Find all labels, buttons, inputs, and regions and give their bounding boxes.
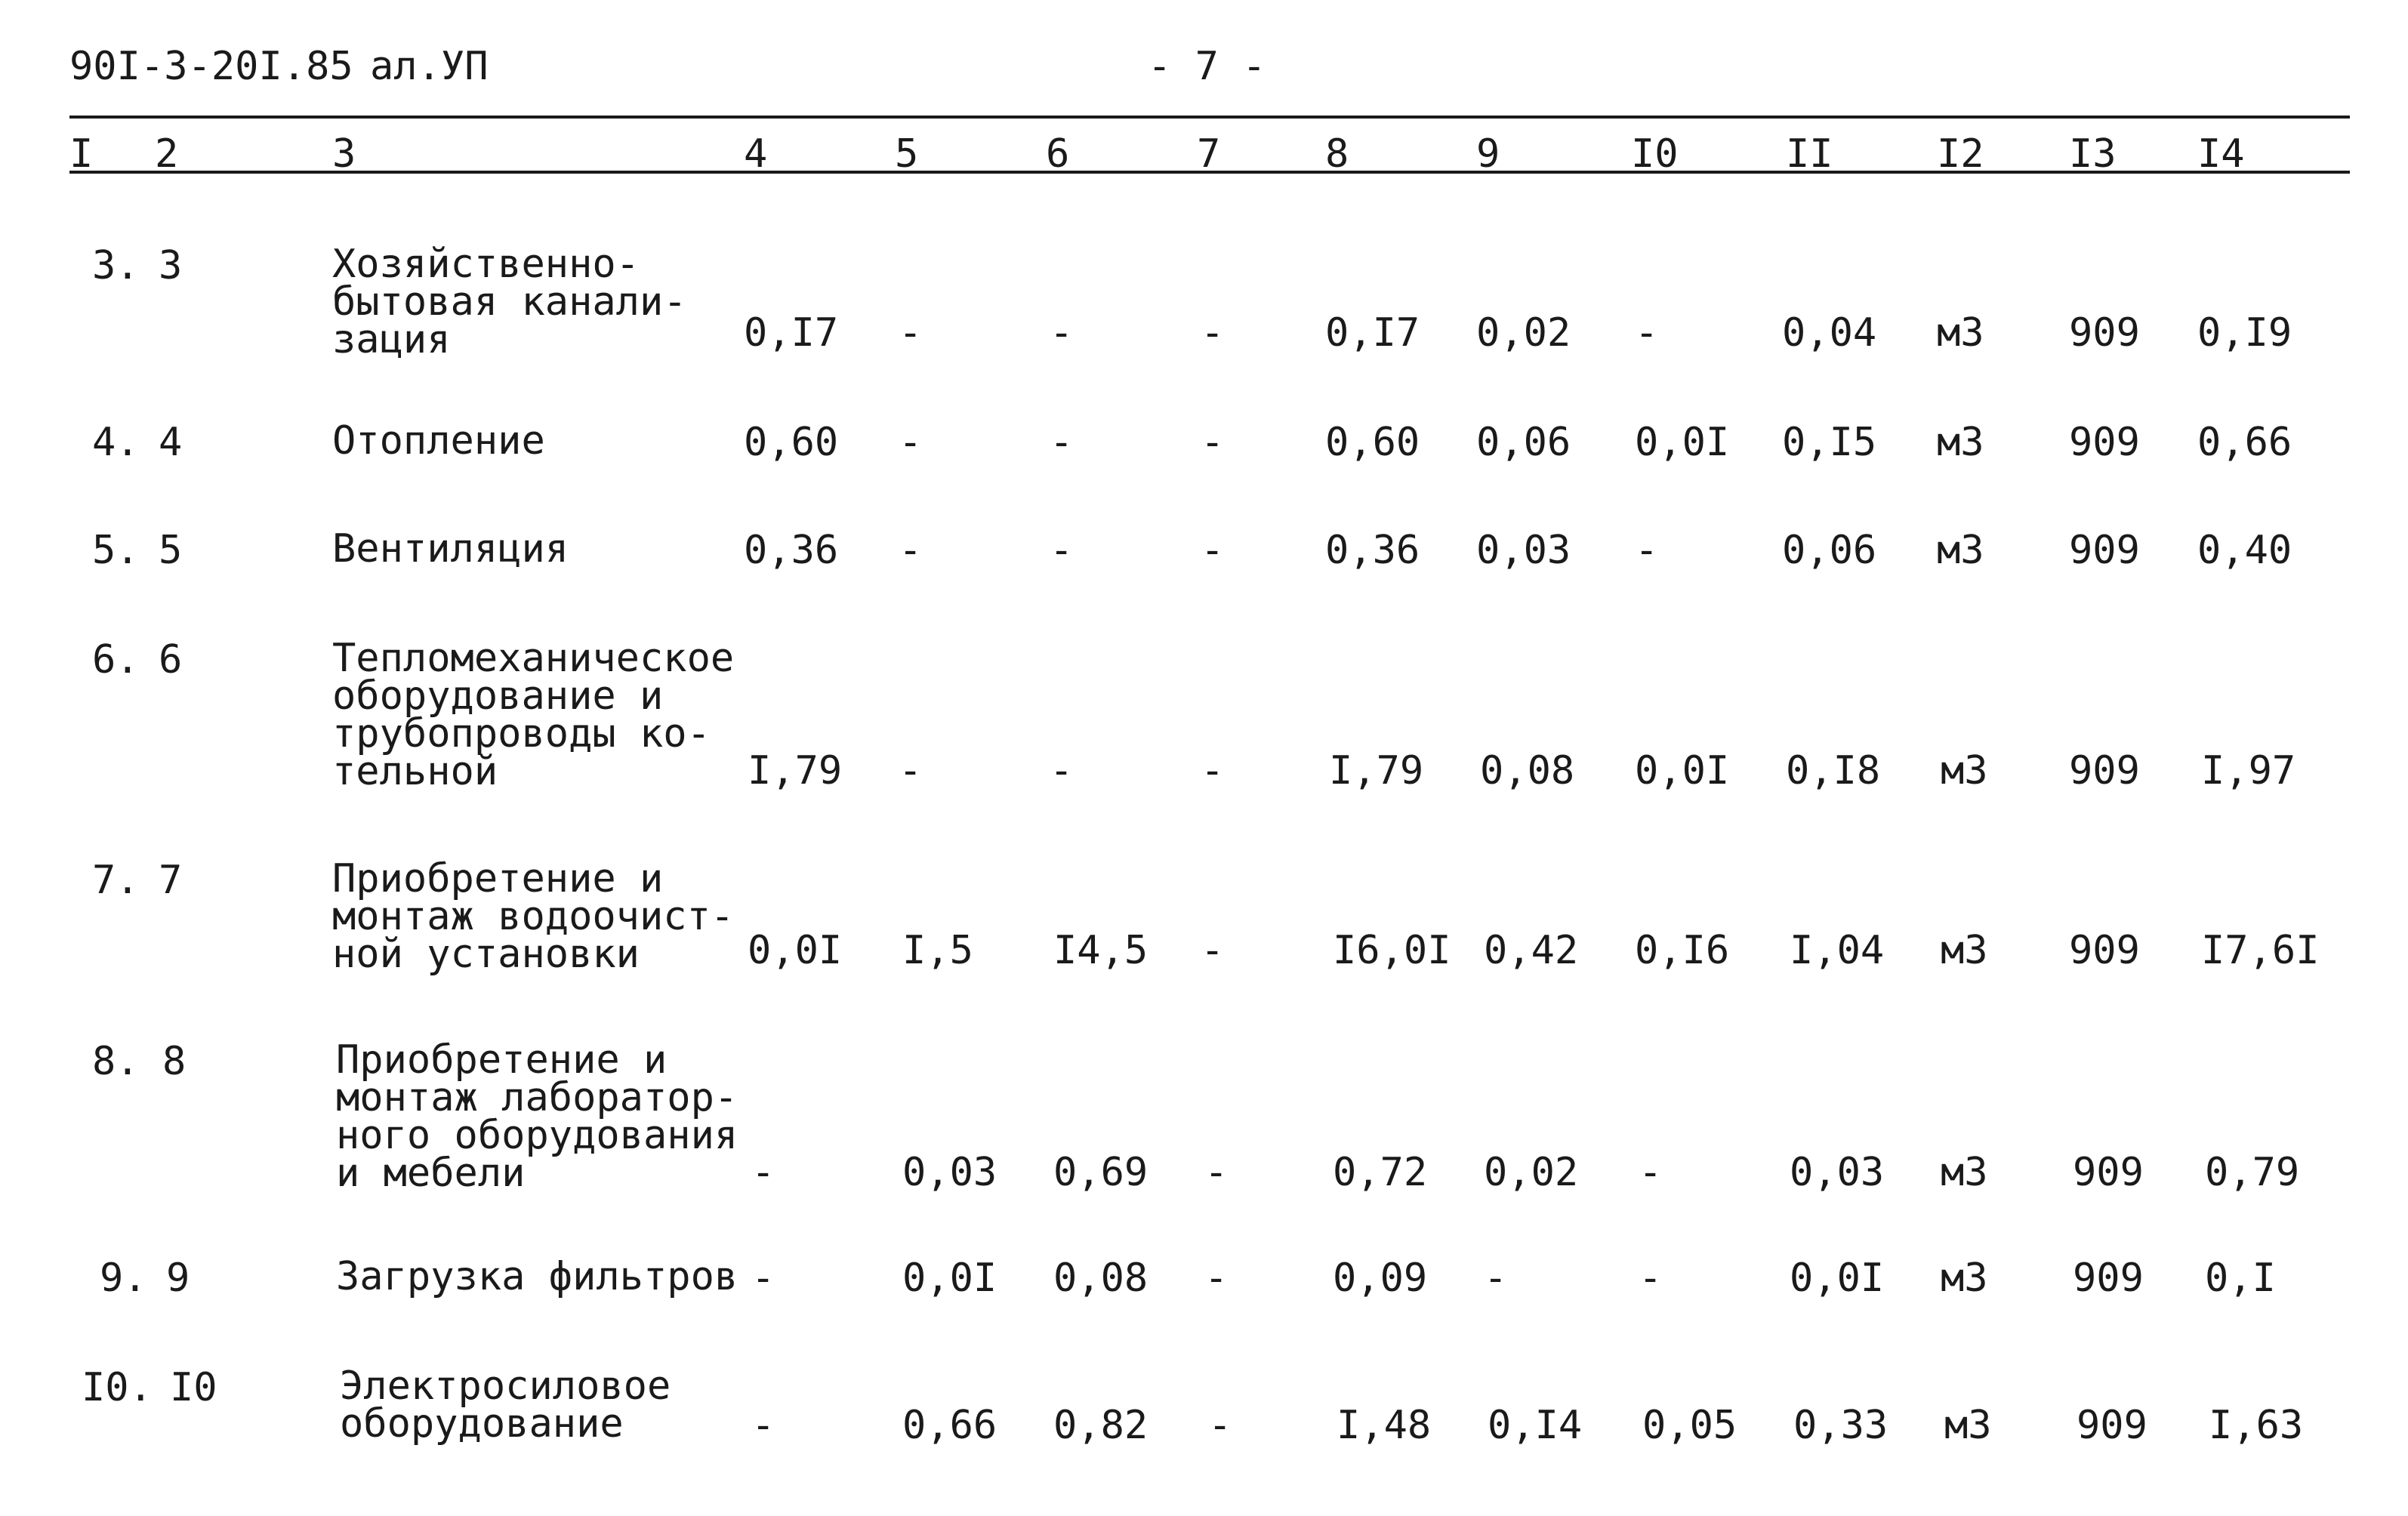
cell-col4: 0,I7 bbox=[744, 310, 839, 356]
cell-col11: 0,I8 bbox=[1786, 748, 1881, 793]
col-number: 4 bbox=[744, 131, 768, 177]
col-number: 2 bbox=[155, 131, 179, 177]
col-number: I bbox=[69, 131, 94, 177]
row-index: I0. bbox=[82, 1365, 153, 1410]
cell-col8: 0,72 bbox=[1333, 1150, 1428, 1195]
cell-col6: 0,82 bbox=[1053, 1403, 1149, 1448]
cell-col13: 909 bbox=[2069, 310, 2140, 356]
row-index: 6. bbox=[92, 637, 140, 683]
row-position: I0 bbox=[170, 1365, 217, 1410]
row-index: 4. bbox=[92, 420, 140, 465]
cell-col12: м3 bbox=[1941, 1256, 1988, 1301]
cell-col5: 0,03 bbox=[902, 1150, 997, 1195]
cell-col8: 0,60 bbox=[1325, 420, 1420, 465]
cell-col9: 0,I4 bbox=[1488, 1403, 1583, 1448]
row-description: Вентиляция bbox=[332, 526, 569, 572]
cell-col9: - bbox=[1484, 1256, 1508, 1301]
cell-col12: м3 bbox=[1937, 310, 1984, 356]
cell-col6: - bbox=[1050, 528, 1074, 573]
cell-col6: I4,5 bbox=[1053, 928, 1149, 973]
cell-col10: - bbox=[1635, 310, 1659, 356]
cell-col6: 0,69 bbox=[1053, 1150, 1149, 1195]
cell-col4: - bbox=[751, 1256, 775, 1301]
row-index: 7. bbox=[92, 858, 140, 903]
cell-col11: 0,04 bbox=[1782, 310, 1877, 356]
album-label: ал.УП bbox=[370, 44, 489, 89]
cell-col8: I6,0I bbox=[1333, 928, 1451, 973]
cell-col11: I,04 bbox=[1790, 928, 1885, 973]
cell-col4: 0,0I bbox=[748, 928, 843, 973]
cell-col6: - bbox=[1050, 310, 1074, 356]
col-number: 5 bbox=[895, 131, 919, 177]
cell-col14: 0,I9 bbox=[2197, 310, 2292, 356]
cell-col9: 0,42 bbox=[1484, 928, 1579, 973]
col-number: I2 bbox=[1937, 131, 1984, 177]
cell-col11: 0,03 bbox=[1790, 1150, 1885, 1195]
cell-col8: 0,I7 bbox=[1325, 310, 1420, 356]
cell-col13: 909 bbox=[2073, 1256, 2144, 1301]
table-top-rule bbox=[69, 116, 2350, 119]
cell-col5: 0,66 bbox=[902, 1403, 997, 1448]
cell-col7: - bbox=[1204, 1256, 1229, 1301]
cell-col4: 0,60 bbox=[744, 420, 839, 465]
cell-col11: 0,I5 bbox=[1782, 420, 1877, 465]
row-description: Загрузка фильтров bbox=[336, 1254, 738, 1299]
cell-col10: 0,0I bbox=[1635, 748, 1730, 793]
row-index: 8. bbox=[92, 1039, 140, 1084]
cell-col13: 909 bbox=[2069, 528, 2140, 573]
cell-col12: м3 bbox=[1937, 420, 1984, 465]
col-number: 7 bbox=[1197, 131, 1221, 177]
cell-col5: - bbox=[899, 748, 923, 793]
row-description: Отопление bbox=[332, 418, 545, 464]
cell-col14: I,63 bbox=[2209, 1403, 2304, 1448]
col-number: I0 bbox=[1631, 131, 1679, 177]
cell-col10: - bbox=[1639, 1256, 1663, 1301]
cell-col12: м3 bbox=[1937, 528, 1984, 573]
row-position: 4 bbox=[159, 420, 183, 465]
cell-col10: 0,0I bbox=[1635, 420, 1730, 465]
cell-col9: 0,02 bbox=[1476, 310, 1571, 356]
row-position: 7 bbox=[159, 858, 183, 903]
col-number: 8 bbox=[1325, 131, 1349, 177]
row-index: 9. bbox=[100, 1256, 147, 1301]
row-position: 3 bbox=[159, 243, 183, 288]
cell-col9: 0,08 bbox=[1480, 748, 1575, 793]
cell-col4: 0,36 bbox=[744, 528, 839, 573]
cell-col11: 0,33 bbox=[1793, 1403, 1888, 1448]
cell-col7: - bbox=[1204, 1150, 1229, 1195]
cell-col7: - bbox=[1201, 928, 1225, 973]
cell-col8: I,48 bbox=[1337, 1403, 1432, 1448]
cell-col10: 0,I6 bbox=[1635, 928, 1730, 973]
col-number: I3 bbox=[2069, 131, 2117, 177]
row-description: Приобретение и монтаж водоочист- ной установки bbox=[332, 856, 735, 977]
cell-col5: I,5 bbox=[902, 928, 973, 973]
row-description: Хозяйственно- бытовая канали- зация bbox=[332, 242, 687, 362]
row-position: 6 bbox=[159, 637, 183, 683]
cell-col13: 909 bbox=[2077, 1403, 2147, 1448]
cell-col12: м3 bbox=[1941, 748, 1988, 793]
cell-col10: - bbox=[1635, 528, 1659, 573]
col-number: 3 bbox=[332, 131, 356, 177]
cell-col4: - bbox=[751, 1403, 775, 1448]
cell-col5: - bbox=[899, 528, 923, 573]
col-number: 6 bbox=[1046, 131, 1070, 177]
col-number: 9 bbox=[1476, 131, 1500, 177]
cell-col9: 0,02 bbox=[1484, 1150, 1579, 1195]
cell-col4: - bbox=[751, 1150, 775, 1195]
cell-col7: - bbox=[1201, 310, 1225, 356]
row-description: Приобретение и монтаж лаборатор- ного оборудования и мебели bbox=[336, 1037, 738, 1196]
cell-col6: - bbox=[1050, 420, 1074, 465]
cell-col4: I,79 bbox=[748, 748, 843, 793]
row-index: 5. bbox=[92, 528, 140, 573]
col-number: I4 bbox=[2197, 131, 2245, 177]
cell-col6: 0,08 bbox=[1053, 1256, 1149, 1301]
row-index: 3. bbox=[92, 243, 140, 288]
cell-col8: 0,09 bbox=[1333, 1256, 1428, 1301]
cell-col11: 0,0I bbox=[1790, 1256, 1885, 1301]
cell-col8: I,79 bbox=[1329, 748, 1424, 793]
cell-col13: 909 bbox=[2069, 748, 2140, 793]
document-code: 90I-3-20I.85 bbox=[69, 44, 353, 89]
row-position: 5 bbox=[159, 528, 183, 573]
cell-col10: 0,05 bbox=[1642, 1403, 1737, 1448]
cell-col5: - bbox=[899, 310, 923, 356]
cell-col12: м3 bbox=[1941, 928, 1988, 973]
cell-col10: - bbox=[1639, 1150, 1663, 1195]
cell-col14: I,97 bbox=[2201, 748, 2296, 793]
cell-col7: - bbox=[1208, 1403, 1232, 1448]
row-position: 9 bbox=[166, 1256, 190, 1301]
cell-col9: 0,03 bbox=[1476, 528, 1571, 573]
cell-col11: 0,06 bbox=[1782, 528, 1877, 573]
cell-col9: 0,06 bbox=[1476, 420, 1571, 465]
cell-col5: 0,0I bbox=[902, 1256, 997, 1301]
cell-col14: 0,66 bbox=[2197, 420, 2292, 465]
cell-col7: - bbox=[1201, 528, 1225, 573]
row-description: Тепломеханическое оборудование и трубопроводы ко- тельной bbox=[332, 636, 735, 794]
cell-col13: 909 bbox=[2073, 1150, 2144, 1195]
cell-col8: 0,36 bbox=[1325, 528, 1420, 573]
cell-col7: - bbox=[1201, 420, 1225, 465]
col-number: II bbox=[1786, 131, 1833, 177]
row-position: 8 bbox=[162, 1039, 187, 1084]
cell-col14: 0,79 bbox=[2205, 1150, 2300, 1195]
cell-col14: I7,6I bbox=[2201, 928, 2320, 973]
cell-col13: 909 bbox=[2069, 420, 2140, 465]
cell-col12: м3 bbox=[1944, 1403, 1992, 1448]
cell-col14: 0,I bbox=[2205, 1256, 2276, 1301]
cell-col12: м3 bbox=[1941, 1150, 1988, 1195]
cell-col14: 0,40 bbox=[2197, 528, 2292, 573]
page-number: - 7 - bbox=[1148, 44, 1266, 89]
cell-col6: - bbox=[1050, 748, 1074, 793]
cell-col5: - bbox=[899, 420, 923, 465]
cell-col13: 909 bbox=[2069, 928, 2140, 973]
row-description: Электросиловое оборудование bbox=[340, 1363, 671, 1447]
cell-col7: - bbox=[1201, 748, 1225, 793]
